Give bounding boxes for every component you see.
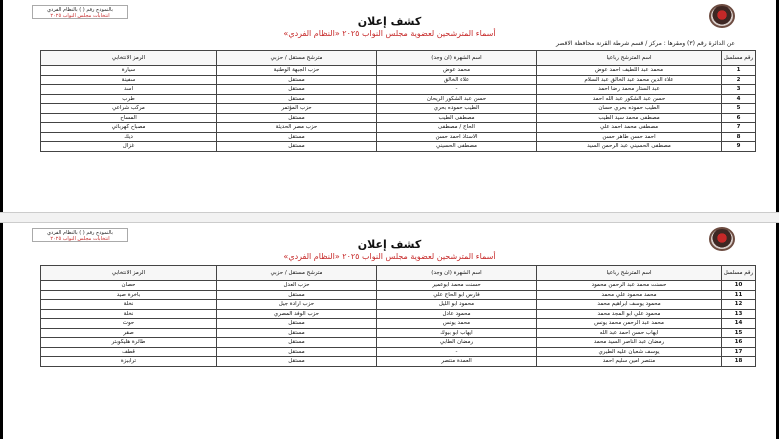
header-name: اسم المترشح رباعيا [537, 266, 722, 281]
symbol-cell: حوت [41, 319, 217, 329]
affiliation-cell: مستقل [217, 132, 377, 142]
symbol-cell: مركب شراعي [41, 104, 217, 114]
symbol-cell: باخرة صيد [41, 290, 217, 300]
affiliation-cell: حزب المؤتمر [217, 104, 377, 114]
page-divider [0, 212, 779, 223]
candidate-name-cell: منتصر امين سليم احمد [537, 357, 722, 367]
serial-cell: 14 [722, 319, 756, 329]
serial-cell: 17 [722, 347, 756, 357]
serial-cell: 2 [722, 75, 756, 85]
table-row [41, 290, 756, 300]
affiliation-cell: مستقل [217, 94, 377, 104]
serial-cell: 6 [722, 113, 756, 123]
known-as-cell: حسن عبد الشكور الريحان [377, 94, 537, 104]
table-row [41, 142, 756, 152]
header-affiliation: مترشح مستقل / حزبي [217, 51, 377, 66]
sheet-subtitle: أسماء المترشحين لعضوية مجلس النواب ٢٠٢٥ «النظام الفردي» [283, 252, 496, 261]
known-as-cell: الطيب حموده بحري [377, 104, 537, 114]
sheet-subtitle: أسماء المترشحين لعضوية مجلس النواب ٢٠٢٥ «النظام الفردي» [283, 29, 496, 38]
known-as-cell: - [377, 85, 537, 95]
table-row [41, 347, 756, 357]
known-as-cell: حسنت محمد ابوعمير [377, 281, 537, 291]
known-as-cell: الاستاذ احمد حسن [377, 132, 537, 142]
candidates-table [40, 265, 756, 367]
candidate-name-cell: رمضان عبد الناصر السيد محمد [537, 338, 722, 348]
symbol-cell: غزال [41, 142, 217, 152]
serial-cell: 1 [722, 66, 756, 76]
candidate-name-cell: مصطفى الحسيني عبد الرحمن السيد [537, 142, 722, 152]
table-row [41, 309, 756, 319]
known-as-cell: محمود ابو الليل [377, 300, 537, 310]
table-row [41, 300, 756, 310]
table-row [41, 132, 756, 142]
candidate-name-cell: محمد عبد اللطيف احمد عوض [537, 66, 722, 76]
known-as-cell: العمدة منتصر [377, 357, 537, 367]
known-as-cell: الحاج / مصطفى [377, 123, 537, 133]
serial-cell: 13 [722, 309, 756, 319]
serial-cell: 7 [722, 123, 756, 133]
sheet-title: كشف إعلان [357, 15, 422, 28]
serial-cell: 8 [722, 132, 756, 142]
serial-cell: 16 [722, 338, 756, 348]
affiliation-cell: مستقل [217, 85, 377, 95]
affiliation-cell: مستقل [217, 338, 377, 348]
table-header-row [41, 266, 756, 281]
affiliation-cell: مستقل [217, 75, 377, 85]
candidate-name-cell: الطيب حموده بحري حسان [537, 104, 722, 114]
known-as-cell: مصطفى الطيب [377, 113, 537, 123]
symbol-cell: سفينة [41, 75, 217, 85]
candidate-name-cell: ايهاب حسن احمد عبد الله [537, 328, 722, 338]
known-as-cell: مصطفى الحسيني [377, 142, 537, 152]
affiliation-cell: مستقل [217, 319, 377, 329]
candidate-name-cell: محمد محمود علي محمد [537, 290, 722, 300]
symbol-cell: طرب [41, 94, 217, 104]
candidate-name-cell: علاء الدين محمد عبد الخالق عبد السلام [537, 75, 722, 85]
symbol-cell: نخلة [41, 300, 217, 310]
table-row [41, 123, 756, 133]
header-affiliation: مترشح مستقل / حزبي [217, 266, 377, 281]
known-as-cell: رمضان الطابي [377, 338, 537, 348]
affiliation-cell: مستقل [217, 290, 377, 300]
known-as-cell: محمد يونس [377, 319, 537, 329]
affiliation-cell: مستقل [217, 347, 377, 357]
candidate-name-cell: محمود يوسف ابراهيم محمد [537, 300, 722, 310]
symbol-cell: مصباح كهربائي [41, 123, 217, 133]
announcement-sheet-1 [10, 0, 769, 212]
candidate-name-cell: يوسف شعبان عليه الطيري [537, 347, 722, 357]
symbol-cell: طائرة هليكوبتر [41, 338, 217, 348]
known-as-cell: ايهاب ابو بيوك [377, 328, 537, 338]
affiliation-cell: حزب العدل [217, 281, 377, 291]
candidate-name-cell: مصطفى محمد سيد الطيب [537, 113, 722, 123]
table-row [41, 104, 756, 114]
serial-cell: 10 [722, 281, 756, 291]
candidate-name-cell: عبد الستار محمد رضا احمد [537, 85, 722, 95]
symbol-cell: نخلة [41, 309, 217, 319]
known-as-cell: علاء الخالق [377, 75, 537, 85]
affiliation-cell: حزب الوفد المصري [217, 309, 377, 319]
sheet-title: كشف إعلان [357, 238, 422, 251]
known-as-cell: فارس ابو الحاج علي [377, 290, 537, 300]
affiliation-cell: حزب الجبهة الوطنية [217, 66, 377, 76]
affiliation-cell: حزب ارادة جيل [217, 300, 377, 310]
candidate-name-cell: حسنت محمد عبد الرحمن محمود [537, 281, 722, 291]
header-symbol: الرمز الانتخابي [41, 51, 217, 66]
affiliation-cell: مستقل [217, 357, 377, 367]
candidate-name-cell: احمد حسن طاهر حسن [537, 132, 722, 142]
symbol-cell: المساح [41, 113, 217, 123]
header-name: اسم المترشح رباعيا [537, 51, 722, 66]
district-info: عن الدائرة رقم (٣) ومقرها : مركز / قسم شرطة القرنة محافظة الاقصر [556, 40, 735, 47]
serial-cell: 3 [722, 85, 756, 95]
candidate-name-cell: حسن عبد الشكور عبد الله احمد [537, 94, 722, 104]
candidate-name-cell: محمد عبد الرحمن محمد يونس [537, 319, 722, 329]
symbol-cell: حصان [41, 281, 217, 291]
serial-cell: 15 [722, 328, 756, 338]
header-symbol: الرمز الانتخابي [41, 266, 217, 281]
symbol-cell: صقر [41, 328, 217, 338]
election-stamp: بالنموذج رقم ( ) بالنظام الفردي انتخابات مجلس النواب ٢٠٢٥ [32, 228, 128, 242]
table-row [41, 328, 756, 338]
table-row [41, 85, 756, 95]
table-row [41, 281, 756, 291]
symbol-cell: اسد [41, 85, 217, 95]
candidate-name-cell: مصطفى محمد احمد علي [537, 123, 722, 133]
known-as-cell: محمد عوض [377, 66, 537, 76]
table-row [41, 75, 756, 85]
serial-cell: 18 [722, 357, 756, 367]
affiliation-cell: مستقل [217, 328, 377, 338]
known-as-cell: محمود عادل [377, 309, 537, 319]
known-as-cell: - [377, 347, 537, 357]
candidates-table [40, 50, 756, 152]
table-row [41, 66, 756, 76]
header-known-as: اسم الشهرة (ان وجد) [377, 51, 537, 66]
table-row [41, 338, 756, 348]
affiliation-cell: مستقل [217, 113, 377, 123]
header-serial: رقم مسلسل [722, 51, 756, 66]
announcement-sheet-2 [10, 223, 769, 439]
symbol-cell: ترابيزة [41, 357, 217, 367]
table-row [41, 319, 756, 329]
table-row [41, 113, 756, 123]
symbol-cell: ديك [41, 132, 217, 142]
header-serial: رقم مسلسل [722, 266, 756, 281]
serial-cell: 4 [722, 94, 756, 104]
table-row [41, 357, 756, 367]
affiliation-cell: مستقل [217, 142, 377, 152]
serial-cell: 12 [722, 300, 756, 310]
serial-cell: 5 [722, 104, 756, 114]
table-row [41, 94, 756, 104]
header-known-as: اسم الشهرة (ان وجد) [377, 266, 537, 281]
election-stamp: بالنموذج رقم ( ) بالنظام الفردي انتخابات مجلس النواب ٢٠٢٥ [32, 5, 128, 19]
symbol-cell: قطف [41, 347, 217, 357]
table-header-row [41, 51, 756, 66]
serial-cell: 9 [722, 142, 756, 152]
candidate-name-cell: محمود علي ابو المجد محمد [537, 309, 722, 319]
symbol-cell: سيارة [41, 66, 217, 76]
affiliation-cell: حزب مصر الحديثة [217, 123, 377, 133]
serial-cell: 11 [722, 290, 756, 300]
